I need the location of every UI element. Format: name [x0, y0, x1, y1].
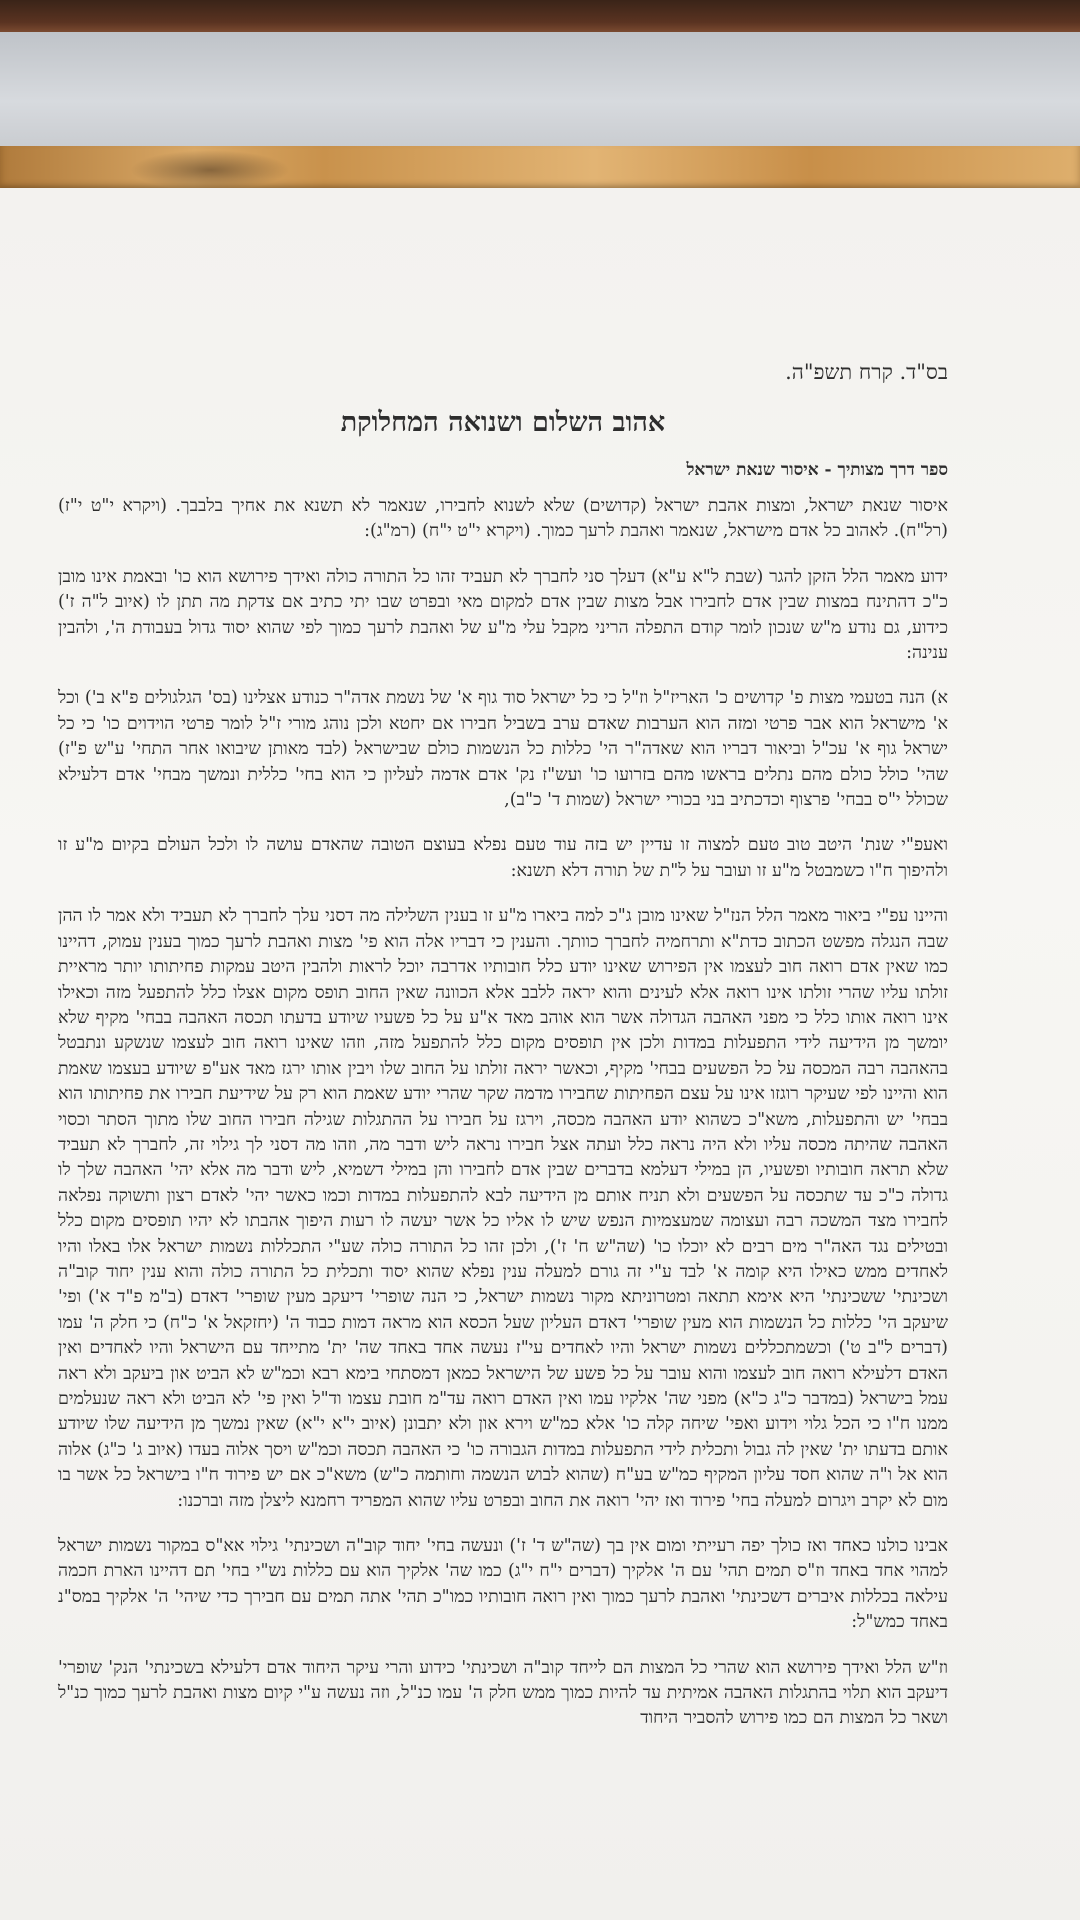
- paragraph: איסור שנאת ישראל, ומצות אהבת ישראל (קדושים) שלא לשנוא לחבירו, שנאמר לא תשנא את אחיך בלבבך. (ויקרא י"ט י"ז) (רל"ח). לאהוב כל אדם מישראל, שנאמר ואהבת לרעך כמוך. (ויקרא י"ט י"ח) (רמ"ג):: [58, 496, 948, 542]
- background-wall: [0, 32, 1080, 148]
- wood-knot: [130, 150, 290, 190]
- background-wood-frame: [0, 0, 1080, 32]
- paragraph: ואעפ"י שנת' היטב טוב טעם למצוה זו עדיין יש בזה עוד טעם נפלא בעוצם הטובה שהאדם עושה לו ולכל העולם בקיום מ"ע זו ולהיפוך ח"ו כשמבטל מ"ע זו ועובר על ל"ת של תורה דלא תשנא:: [58, 835, 948, 881]
- paragraph: ידוע מאמר הלל הזקן להגר (שבת ל"א ע"א) דעלך סני לחברך לא תעביד זהו כל התורה כולה ואידך פירושא הוא כו' ובאמת אינו מובן כ"כ דהתינח במצות שבין אדם לחבירו אבל מצות שבין אדם למקום מאי ובפרט שבו יתי כתיב אם צדקת מה תתן לו (איוב ל"ה ז') כידוע, גם נודע מ"ש שנכון לומר קודם התפלה הריני מקבל עלי מ"ע של ואהבת לרעך כמוך לפי שהוא יסוד גדול בעבודת ה', ולהבין ענינה:: [58, 566, 948, 664]
- document-subtitle: ספר דרך מצותיך - איסור שנאת ישראל: [686, 460, 948, 480]
- paragraph: אבינו כולנו כאחד ואז כולך יפה רעייתי ומום אין בך (שה"ש ד' ז') ונעשה בחי' יחוד קוב"ה ושכינתי' גילוי אא"ס במקור נשמות ישראל למהוי אחד באחד וז"ס תמים תהי' עם ה' אלקיך (דברים י"ח י"ג) כמו שה' אלקיך הוא עם כללות נש"י בחי' תם דהיינו הארת חכמה עילאה בכללות איברים דשכינתי' ואהבת לרעך כמוך ואין רואה חובותיו כמו"כ תהי' אתה תמים עם חבירך כדי שיהי' ה' אלקיך במס"נ באחד כמש"ל:: [58, 1536, 948, 1633]
- paragraph: והיינו עפ"י ביאור מאמר הלל הנז"ל שאינו מובן ג"כ למה ביארו מ"ע זו בענין השלילה מה דסני עלך לחברך לא תעביד ולא אמר לו ההן שבה הנגלה מפשט הכתוב כדת"א ותרחמיה לחברך כוותך. והענין כי דבריו אלה הוא פי' מצות ואהבת לרעך כמוך בענין עמוק, דהיינו כמו שאין אדם רואה חוב לעצמו אין הפירוש שאינו יודע כלל חובותיו אדרבה יוכל לראות ולהבין היטב עמקות פחיתותו יותר מראיית זולתו עליו שהרי זולתו אינו רואה אלא לעינים והוא יראה ללבב אלא הכוונה שאין החוב תופס מקום אצלו כלל להתפעל מזה וכאילו אינו רואה אותו כלל כי מפני האהבה הגדולה אשר הוא אוהב מאד א"ע על כל פשעיו שיודע בדעתו תכסה האהבה בבחי' מקיף שלא יומשך מן הידיעה לידי התפעלות במדות ולכן אין תופסים מקום כלל להתפעל מזה, וזהו שאינו רואה חוב לעצמו שנשקע ונתבטל בהאהבה רבה המכסה על כל הפשעים בבחי' מקיף, וכאשר יראה זולתו על החוב שלו ויבין אותו ירגז מאד אע"פ שיודע בעצמו שאמת הוא והיינו לפי שעיקר רוגזו אינו על עצם הפחיתות שחבירו מדמה שקר שהרי יודע שאמת הוא רק על שידיעת חבירו את פחיתותו הוא בבחי' יש והתפעלות, משא"כ כשהוא יודע האהבה מכסה, וירגז על חבירו על ההתגלות שגילה חבירו החוב שלו מתוך הסתר וכסוי האהבה שהיתה מכסה עליו ולא היה נראה כלל ועתה אצל חבירו נראה ליש ודבר מה, וזהו מה דסני לך גילוי זה, לחברך לא תעביד שלא תראה חובותיו ופשעיו, הן במילי דעלמא בדברים שבין אדם לחבירו והן במילי דשמיא, ליש ודבר מה אלא יהי' האהבה שלך לו גדולה כ"כ עד שתכסה על הפשעים ולא תניח אותם מן הידיעה לבא להתפעלות במדות וכמו כאשר יהי' לאדם רצון ותשוקה נפלאה לחבירו מצד המשכה רבה ועצומה שמעצמיות הנפש שיש לו אליו כל אשר יעשה לו רעות היפוך אהבתו לא יהיו תופסים מקום כלל ובטילים נגד האה"ר מים רבים לא יוכלו כו' (שה"ש ח' ז'), ולכן זהו כל התורה כולה שע"י התכללות נשמות ישראל אלו באלו והיו לאחדים ממש כאילו היא קומה א' לבד ע"י זה גורם למעלה ענין נפלא שהוא יסוד ותכלית כל התורה כולה והוא ענין יחוד קוב"ה ושכינתי' ששכינתי' היא אימא תתאה ומטרוניתא מקור נשמות ישראל, כי הנה שופרי' דיעקב מעין שופרי' דאדם (ב"מ פ"ד א') ופי' שיעקב הי' כללות כל הנשמות הוא מעין שופרי' דאדם העליון שעל הכסא הוא מראה דמות כבוד ה' (יחזקאל א' כ"ח) כי חלק ה' עמו (דברים ל"ב ט') וכשמתכללים נשמות ישראל והיו לאחדים עי"ז נעשה אחד באחד שה' ית' מתייחד עם הישראל והיו לאחדים ואין האדם דלעילא רואה חוב לעצמו והוא עובר על כל פשע של הישראל כמאן דמסתחי בימא רבא וכמ"ש לא הביט און ביעקב ולא ראה עמל בישראל (במדבר כ"ג כ"א) מפני שה' אלקיו עמו ואין האדם רואה עד"מ חובת עצמו וד"ל ואין פי' לא הביט ולא ראה שנעלמים ממנו ח"ו כי הכל גלוי וידוע ואפי' שיחה קלה כו' אלא כמ"ש וירא און ולא יתבונן (איוב י"א י"א) שאין נמשך מן הידיעה שלו שיודע אותם בדעתו ית' שאין לה גבול ותכלית לידי התפעלות במדות הגבורה כו' כי האהבה תכסה וכמ"ש ויסך אלוה בעדו (איוב ג' כ"ג) אלוה הוא אל ו"ה שהוא חסד עליון המקיף כמ"ש בע"ח (שהוא לבוש הנשמה וחותמה כ"ש) משא"כ אם יש פירוד ח"ו בישראל כל אשר בו מום לא יקרב ויגרום למעלה בחי' פירוד ואז יהי' רואה את החוב ובפרט עליו שהוא המפריד רחמנא ליצלן מזה וברכנו:: [58, 906, 949, 1511]
- document-body: [58, 360, 948, 1752]
- paragraph: א) הנה בטעמי מצות פ' קדושים כ' האריז"ל וז"ל כי כל ישראל סוד גוף א' של נשמת אדה"ר כנודע אצלינו (בס' הגלגולים פ"א ב') וכל א' מישראל הוא אבר פרטי ומזה הוא הערבות שאדם ערב בשביל חבירו אם יחטא ולכן נוהג מורי ז"ל לומר פרטי הוידוים כו' כי כל ישראל גוף א' עכ"ל וביאור דבריו הוא שאדה"ר הי' כללות כל הנשמות כולם שבישראל (לבד מאותן שיבואו אחר התחי' ע"ש פ"ז) שהי' כולל כולם מהם נתלים בראשו מהם בזרועו כו' ועש"ז נק' אדם אדמה לעליון כי הוא בחי' כללית ונמשך מבחי' אדם דלעילא שכולל י"ס בבחי' פרצוף וכדכתיב בני בכורי ישראל (שמות ד' כ"ב),: [58, 688, 948, 811]
- paragraph: וז"ש הלל ואידך פירושא הוא שהרי כל המצות הם לייחד קוב"ה ושכינתי' כידוע והרי עיקר היחוד אדם דלעילא בשכינתי' הנק' שופרי' דיעקב הוא תלוי בהתגלות האהבה אמיתית עד להיות כמוך ממש חלק ה' עמו כנ"ל, וזה נעשה ע"י קיום מצות ואהבת לרעך כמוך כנ"ל ושאר כל המצות הם כמו פירוש להסביר היחוד: [58, 1657, 948, 1729]
- date-line: בס"ד. קרח תשפ"ה.: [785, 360, 948, 384]
- document-title: אהוב השלום ושנואה המחלוקת: [340, 407, 666, 438]
